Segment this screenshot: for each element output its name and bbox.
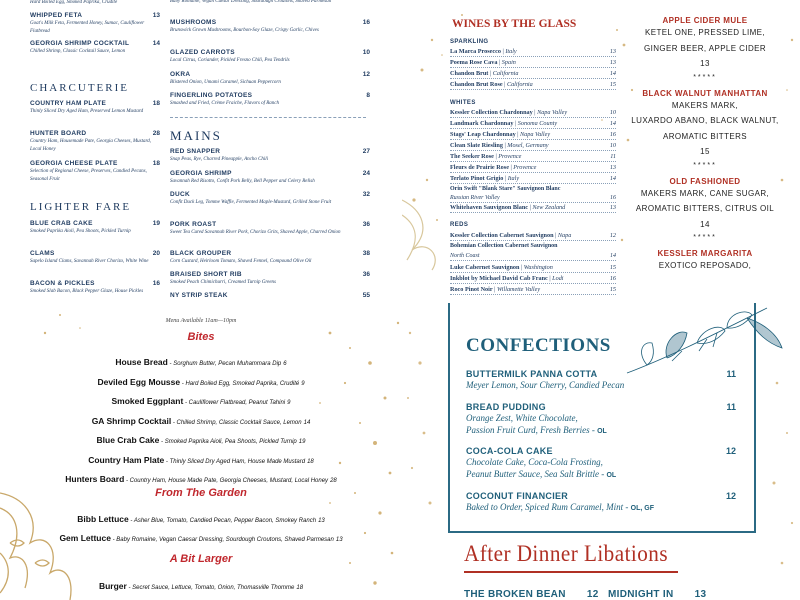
cocktail-price: 13 (700, 59, 710, 68)
wine-row: Landmark Chardonnay | Sonoma County 14 (450, 120, 616, 127)
item-name: Hunters Board (65, 474, 125, 484)
cocktail-ingredients: EXOTICO REPOSADO, (658, 261, 752, 270)
item-price: 16 (362, 19, 370, 26)
item-price: 14 (152, 40, 160, 47)
wine-row: Inkblot by Michael David Cab Franc | Lodi 16 (450, 275, 616, 282)
wine-region: Mosel, Germany (507, 142, 549, 149)
wine-price: 14 (610, 253, 616, 259)
item-price: 18 (307, 458, 314, 465)
cocktail-old-fashioned (630, 177, 780, 244)
wine-row: Whitehaven Sauvignon Blanc | New Zealand 13 (450, 204, 616, 211)
wine-row: Clean Slate Riesling | Mosel, Germany 10 (450, 142, 616, 149)
item-description: Sorghum Butter, Pecan Muhammara Dip (173, 361, 282, 367)
dessert-name: COCA-COLA CAKE (466, 446, 553, 456)
item-price: 12 (362, 71, 370, 78)
section-title-charcuterie: CHARCUTERIE (30, 82, 129, 94)
item-price: 24 (362, 170, 370, 177)
item-name: GEORGIA SHRIMP (170, 170, 232, 177)
item-name: HUNTER BOARD (30, 130, 87, 137)
item-price: 13 (318, 518, 325, 524)
menu-item (0, 450, 402, 468)
menu-item (170, 92, 370, 108)
libation-price: 12 (586, 589, 599, 600)
wine-price: 14 (609, 120, 616, 127)
menu-item (170, 0, 370, 6)
item-description: Local Citrus, Coriander, Pickled Fresno Chili, Pea Tendrils (170, 58, 290, 63)
wine-region: Italy (505, 48, 517, 55)
dessert-name: COCONUT FINANCIER (466, 491, 569, 501)
item-price: 20 (152, 250, 160, 257)
dessert-description (466, 424, 736, 436)
item-price: 8 (366, 92, 370, 99)
item-name: RED SNAPPER (170, 148, 221, 155)
wine-name: Kessler Collection Cabernet Sauvignon (450, 232, 554, 239)
dessert-price: 12 (725, 491, 736, 501)
section-title-lighter-fare: LIGHTER FARE (30, 201, 132, 213)
wine-name: Kessler Collection Chardonnay (450, 109, 533, 116)
wine-row (450, 242, 616, 250)
menu-item (30, 130, 160, 153)
menu-item (0, 509, 402, 527)
menu-item (170, 292, 370, 299)
item-separator: - (159, 439, 165, 445)
dietary-tag: OL (606, 472, 617, 479)
item-price: 27 (362, 148, 370, 155)
item-description: Snap Peas, Rye, Charred Pineapple, Ancho Chili (170, 157, 269, 162)
item-description: Chilled Shrimp, Classic Cocktail Sauce, Lemon (176, 419, 302, 426)
wine-region: California (506, 81, 533, 88)
cocktail-name: KESSLER MARGARITA (657, 249, 753, 258)
item-name: Country Ham Plate (88, 454, 165, 465)
wine-name: Terlato Pinot Grigio (450, 175, 504, 182)
wine-price: 11 (610, 153, 616, 160)
wine-price: 13 (609, 59, 616, 66)
item-name: Bibb Lettuce (77, 514, 129, 524)
wine-name: La Marca Prosecco (450, 48, 501, 55)
cocktail-ingredients: MAKERS MARK, (671, 100, 739, 110)
wine-row (450, 185, 616, 193)
menu-item (30, 280, 160, 296)
item-name: GA Shrimp Cocktail (91, 415, 172, 426)
item-name: OKRA (170, 71, 191, 78)
wine-price: 15 (609, 264, 616, 271)
wine-price: 14 (609, 70, 616, 77)
item-name: House Bread (115, 357, 168, 367)
dessert-name: BREAD PUDDING (466, 402, 546, 412)
star-separator: ***** (693, 73, 717, 81)
wine-name: Stags' Leap Chardonnay (450, 131, 516, 138)
cocktail-ingredients: MAKERS MARK, CANE SUGAR, (640, 188, 770, 198)
item-name: GEORGIA SHRIMP COCKTAIL (30, 40, 130, 47)
item-price: 6 (283, 361, 287, 367)
item-price: 18 (296, 585, 304, 591)
wine-name: Chandon Brut (450, 70, 489, 77)
menu-item (0, 372, 402, 390)
wine-name: Chandon Brut Rose (450, 81, 503, 88)
item-description: Smoked Paprika Aioli, Pea Shoots, Pickled Turnip (30, 229, 131, 234)
wine-region: Napa Valley (520, 131, 551, 138)
dessert-item (466, 446, 736, 480)
wine-region: Spain (501, 59, 516, 66)
cocktail-price: 14 (700, 219, 710, 229)
section-title-larger: A Bit Larger (169, 553, 233, 565)
dessert-description-text: Baked to Order, Spiced Rum Caramel, Mint - (466, 502, 631, 512)
wine-name: Roco Pinot Noir (450, 286, 493, 293)
item-price: 28 (152, 130, 160, 137)
menu-item (0, 528, 402, 546)
menu-item (30, 12, 160, 35)
wine-name: The Seeker Rose (450, 153, 494, 160)
confections-title: CONFECTIONS (466, 335, 611, 356)
cocktail-ingredients: KETEL ONE, PRESSED LIME, (644, 28, 765, 37)
cocktail-name: APPLE CIDER MULE (662, 16, 748, 25)
item-name: GLAZED CARROTS (170, 49, 235, 56)
wine-name: Bohemian Collection Cabernet Sauvignon (450, 243, 558, 249)
dessert-item (466, 402, 736, 436)
menu-item (170, 148, 370, 164)
cocktail-ingredients: GINGER BEER, APPLE CIDER (643, 43, 767, 53)
item-description: Thinly Sliced Dry Aged Ham, Preserved Lemon Mustard (30, 109, 144, 114)
item-name: BLACK GROUPER (170, 250, 232, 257)
item-price: 9 (287, 400, 291, 406)
dietary-tag: OL, GF (630, 505, 654, 512)
dessert-description-text: Passion Fruit Curd, Fresh Berries - (466, 425, 598, 435)
cocktail-ingredients: AROMATIC BITTERS (662, 131, 748, 141)
wine-region: California (492, 70, 519, 77)
item-name: WHIPPED FETA (30, 12, 83, 19)
cocktail-kessler-margarita (630, 249, 780, 274)
wine-region: Willamette Valley (496, 286, 541, 293)
wine-region: Lodi (552, 275, 564, 282)
wine-region: Sonoma County (517, 120, 558, 127)
item-description: Asher Blue, Tomato, Candied Pecan, Pepper Bacon, Smokey Ranch (133, 518, 317, 524)
wine-price: 10 (609, 142, 616, 149)
item-description: Smoked Peach Chimichurri, Creamed Turnip Greens (170, 280, 277, 285)
item-price: 38 (362, 250, 370, 257)
star-separator: ***** (693, 234, 717, 241)
item-description: Selection of Regional Cheese, Preserves, Candied Pecans, Seasonal Fruit (30, 169, 147, 182)
libation-item (608, 589, 706, 600)
libations-underline (464, 571, 678, 573)
wine-price: 16 (610, 195, 616, 201)
item-price: 18 (152, 160, 160, 167)
item-price: 19 (298, 439, 306, 445)
item-price: 14 (303, 419, 311, 426)
wine-region: Russian River Valley (450, 195, 500, 201)
item-name: BRAISED SHORT RIB (170, 271, 242, 278)
wine-row: La Marca Prosecco | Italy 13 (450, 48, 616, 55)
wine-row: The Seeker Rose | Provence 11 (450, 153, 616, 160)
item-separator: - (167, 361, 174, 367)
item-description: Country Ham, House Made Pate, Georgia Cheeses, Mustard, Local Honey (129, 478, 329, 484)
item-description: Country Ham, Housemade Pate, Georgia Cheeses, Mustard, Local Honey (30, 139, 152, 152)
wine-row: Terlato Pinot Grigio | Italy 14 (450, 175, 616, 182)
menu-item (0, 430, 402, 448)
wine-name: Fleurs de Prairie Rose (450, 164, 509, 171)
cocktail-column (630, 10, 780, 274)
wine-name: Whitehaven Sauvignon Blanc (450, 204, 529, 211)
item-name: Blue Crab Cake (96, 435, 160, 445)
wine-row: Chandon Brut | California 14 (450, 70, 616, 77)
wine-name: Poema Rose Cava (450, 59, 498, 66)
dessert-description (466, 501, 736, 513)
menu-item (0, 411, 402, 429)
item-description: Smashed and Fried, Crème Fraiche, Flavors of Ranch (170, 101, 280, 106)
item-separator: - (180, 380, 186, 387)
wine-region: Napa (557, 232, 572, 239)
item-name: GEORGIA CHEESE PLATE (30, 160, 118, 167)
menu-item (0, 469, 402, 487)
item-name: CLAMS (30, 250, 55, 257)
wine-price: 14 (609, 175, 616, 182)
item-description: Goat's Milk Feta, Fermented Honey, Sumac, Cauliflower Flatbread (30, 21, 145, 34)
dessert-item (466, 369, 736, 391)
cocktail-apple-cider-mule (630, 16, 780, 83)
wine-row: Kessler Collection Cabernet Sauvignon | Napa 12 (450, 232, 616, 239)
item-separator: - (183, 400, 189, 406)
item-name: PORK ROAST (170, 221, 217, 228)
item-description: Hard Boiled Egg, Smoked Paprika, Crudité (185, 380, 300, 387)
section-title-garden: From The Garden (155, 487, 247, 499)
wine-row: Luke Cabernet Sauvignon | Washington 15 (450, 264, 616, 271)
item-separator: - (164, 458, 170, 465)
wine-price: 15 (609, 286, 616, 293)
wine-price: 12 (609, 232, 616, 239)
item-name: DUCK (170, 191, 190, 198)
wine-price: 13 (609, 48, 616, 55)
libation-name: THE BROKEN BEAN (464, 589, 566, 600)
menu-item (170, 271, 370, 287)
item-price: 16 (152, 280, 160, 287)
item-separator: - (126, 585, 133, 591)
item-description: Sweet Tea Cured Savannah River Pork, Chorizo Grits, Shaved Apple, Charred Onion (170, 230, 341, 235)
wine-price: 16 (609, 131, 616, 138)
section-title-bites: Bites (187, 331, 215, 343)
item-description: Blistered Onion, Umami Caramel, Sichuan Peppercorn (170, 80, 281, 85)
wine-row: Fleurs de Prairie Rose | Provence 13 (450, 164, 616, 171)
libation-item (464, 589, 599, 600)
wine-name: Luke Cabernet Sauvignon (450, 264, 520, 271)
dessert-price: 11 (726, 402, 736, 412)
libation-price: 13 (694, 589, 707, 600)
hours-note: Menu Available 11am—10pm (165, 318, 237, 324)
confections-page (402, 303, 800, 600)
item-description: Baby Romaine, Vegan Caesar Dressing, Sourdough Croutons, Shaved Parmesan (116, 537, 334, 543)
dessert-description: Chocolate Cake, Coca-Cola Frosting, (466, 457, 603, 467)
item-description: Cauliflower Flatbread, Peanut Tahini (188, 400, 286, 406)
item-name: NY STRIP STEAK (170, 292, 228, 299)
cocktail-ingredients: AROMATIC BITTERS, CITRUS OIL (635, 204, 775, 213)
wine-row: Poema Rose Cava | Spain 13 (450, 59, 616, 66)
item-price: 13 (152, 12, 160, 19)
item-price: 55 (362, 292, 370, 299)
wine-category-reds: REDS (450, 222, 469, 228)
dessert-price: 12 (725, 446, 736, 456)
menu-item (0, 576, 402, 594)
item-name: MUSHROOMS (170, 19, 217, 26)
item-price: 9 (301, 380, 305, 387)
item-price: 28 (330, 478, 337, 484)
menu-item (170, 19, 370, 35)
wine-region: Napa Valley (537, 109, 568, 116)
item-description: Confit Duck Leg, Tomme Waffle, Fermented Maple-Mustard, Grilled Stone Fruit (170, 200, 332, 205)
wine-category-whites: WHITES (450, 100, 476, 106)
item-description: Brunswick Grown Mushrooms, Bourbon-Soy Glaze, Crispy Garlic, Chives (170, 28, 319, 33)
wine-row: Roco Pinot Noir | Willamette Valley 15 (450, 286, 616, 293)
wine-price: 13 (609, 164, 616, 171)
wine-category-sparkling: SPARKLING (450, 39, 489, 45)
wine-region: North Coast (450, 253, 480, 259)
item-name: Smoked Eggplant (111, 396, 184, 406)
item-separator: - (124, 478, 130, 484)
wine-price: 10 (609, 109, 616, 116)
bites-menu-page (0, 303, 402, 600)
wine-region: Provence (498, 153, 522, 160)
cocktail-ingredients: LUXARDO ABANO, BLACK WALNUT, (631, 116, 779, 125)
menu-item (0, 391, 402, 409)
item-name: FINGERLING POTATOES (170, 92, 253, 99)
wine-region: Washington (523, 264, 553, 271)
dessert-description-text: Peanut Butter Sauce, Sea Salt Brittle - (466, 469, 607, 479)
menu-item (170, 221, 370, 237)
wines-title: WINES BY THE GLASS (452, 18, 577, 30)
menu-item (30, 250, 160, 266)
divider (170, 117, 366, 118)
wine-region: Provence (513, 164, 537, 171)
cocktail-price: 15 (700, 147, 710, 156)
menu-item (170, 71, 370, 87)
item-description: Baby Romaine, Vegan Caesar Dressing, Sourdough Croutons, Shaved Parmesan (170, 0, 332, 4)
libations-title: After Dinner Libations (464, 541, 669, 566)
dietary-tag: OL (597, 428, 607, 435)
menu-item (30, 40, 160, 56)
item-name: COUNTRY HAM PLATE (30, 100, 107, 107)
item-price: 18 (152, 100, 160, 107)
cocktail-name: OLD FASHIONED (669, 176, 741, 186)
item-separator: - (128, 518, 134, 524)
item-description: Hard Boiled Egg, Smoked Paprika, Crudité (30, 0, 118, 5)
wine-name: Inkblot by Michael David Cab Franc (450, 275, 548, 282)
item-description: Corn Custard, Heirloom Tomato, Shaved Fennel, Compound Olive Oil (170, 259, 312, 264)
star-separator: ***** (693, 161, 717, 169)
wine-row: Kessler Collection Chardonnay | Napa Valley 10 (450, 109, 616, 116)
wine-row (450, 252, 616, 261)
item-name: Gem Lettuce (59, 533, 111, 543)
item-description: Chilled Shrimp, Classic Cocktail Sauce, Lemon (30, 49, 126, 54)
item-price: 10 (362, 49, 370, 56)
wine-row: Chandon Brut Rose | California 15 (450, 81, 616, 88)
item-price: 36 (362, 221, 370, 228)
menu-item (0, 352, 402, 370)
item-description: Smoked Slab Bacon, Black Pepper Glaze, House Pickles (30, 289, 144, 294)
wine-row (450, 194, 616, 203)
wine-region: New Zealand (532, 204, 566, 211)
dessert-price: 11 (726, 369, 736, 379)
item-price: 13 (335, 537, 343, 543)
menu-item (30, 220, 160, 236)
item-description: Savannah Red Risotto, Confit Pork Belly, Bell Pepper and Celery Relish (170, 179, 315, 184)
menu-item (30, 100, 160, 116)
menu-item (170, 191, 370, 207)
dessert-description: Meyer Lemon, Sour Cherry, Candied Pecan (466, 380, 625, 390)
item-separator: - (110, 537, 117, 543)
item-name: BACON & PICKLES (30, 280, 95, 287)
dessert-description (466, 468, 736, 480)
wine-price: 13 (609, 204, 616, 211)
wine-price: 15 (609, 81, 616, 88)
dessert-description: Orange Zest, White Chocolate, (466, 413, 578, 423)
wine-name: Orin Swift "Blank Stare" Sauvignon Blanc (450, 186, 561, 192)
item-name: Deviled Egg Mousse (97, 376, 181, 387)
dessert-item (466, 491, 736, 513)
item-name: BLUE CRAB CAKE (30, 220, 93, 227)
item-price: 32 (362, 191, 370, 198)
item-price: 36 (362, 271, 370, 278)
dessert-name: BUTTERMILK PANNA COTTA (466, 369, 598, 379)
item-description: Secret Sauce, Lettuce, Tomato, Onion, Thomasville Thomme (132, 585, 295, 591)
wine-price: 16 (609, 275, 616, 282)
menu-item (170, 250, 370, 266)
item-description: Thinly Sliced Dry Aged Ham, House Made Mustard (169, 458, 306, 465)
menu-item (170, 170, 370, 186)
section-title-mains: MAINS (170, 128, 222, 143)
item-description: Sapelo Island Clams, Savannah River Chorizo, White Wine (30, 259, 149, 264)
wine-cocktail-page (402, 0, 800, 300)
item-description: Smoked Paprika Aioli, Pea Shoots, Pickled Turnip (164, 439, 297, 445)
cocktail-black-walnut-manhattan (630, 89, 780, 171)
menu-item (30, 0, 160, 7)
wine-name: Clean Slate Riesling (450, 142, 503, 149)
wine-name: Landmark Chardonnay (450, 120, 514, 127)
menu-item (30, 160, 160, 183)
cocktail-name: BLACK WALNUT MANHATTAN (642, 88, 768, 98)
main-menu-page (0, 0, 400, 300)
item-separator: - (171, 419, 177, 426)
wine-region: Italy (507, 175, 520, 182)
menu-item (170, 49, 370, 65)
item-price: 19 (152, 220, 160, 227)
item-name: Burger (98, 581, 127, 591)
wine-row: Stags' Leap Chardonnay | Napa Valley 16 (450, 131, 616, 138)
libation-name: MIDNIGHT IN (608, 589, 674, 600)
